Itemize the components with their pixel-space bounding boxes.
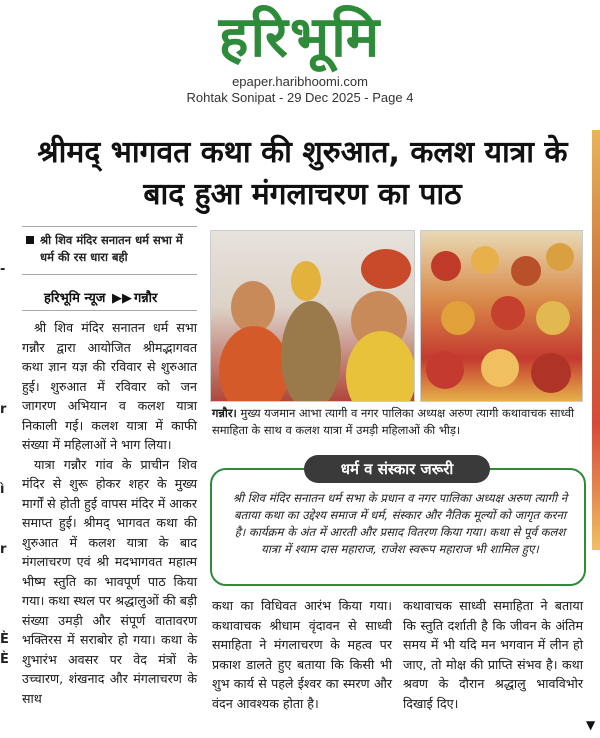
left-neighbour-column: - r ì r È È [0, 262, 9, 667]
byline [44, 288, 157, 306]
article-column-2 [212, 596, 392, 713]
photo-yajman-and-sadhvi [210, 230, 415, 402]
divider [22, 226, 197, 227]
paragraph: यात्रा गन्नौर गांव के प्राचीन शिव मंदिर से शुरू होकर शहर के मुख्य मार्गों से होती हुई वापस मंदिर में आकर समाप्त हुई। श्रीमद् भागवत कथा की शुरुआत में कलश यात्रा के बाद मंगलाचरण एवं श्री मदभागवत महात्म भीष्म स्तुति का भावपूर्ण पाठ किया गया। कथा स्थल पर श्रद्धालुओं की बड़ी संख्या उमड़ी और संपूर्ण वातावरण भक्तिरस में सराबोर हो गया। कथा के शुभारंभ अवसर पर वेद मंत्रों के उच्चारण, शंखनाद और मंगलाचरण के साथ [22, 456, 197, 706]
divider [22, 310, 197, 311]
caption-text: मुख्य यजमान आभा त्यागी व नगर पालिका अध्यक्ष अरुण त्यागी कथावाचक साध्वी समाहिता के साथ व कलश यात्रा में उमड़ी महिलाओं की भीड़। [212, 406, 575, 437]
article-column-3 [403, 596, 583, 713]
epaper-url[interactable]: epaper.haribhoomi.com [232, 74, 368, 89]
article-column-1 [22, 318, 197, 708]
masthead [0, 0, 600, 112]
paragraph: श्री शिव मंदिर सनातन धर्म सभा गन्नौर द्वारा आयोजित श्रीमद्भागवत कथा ज्ञान यज्ञ की रविवार से शुरुआत हुई। शुरुआत में रविवार को जन जागरण अभियान व कलश यात्रा निकाली गई। कलश यात्रा में काफी संख्या में महिलाओं ने भाग लिया। [22, 320, 197, 452]
subhead-text: श्री शिव मंदिर सनातन धर्म सभा में धर्म की रस धारा बही [40, 233, 183, 264]
article-headline: श्रीमद् भागवत कथा की शुरुआत, कलश यात्रा के बाद हुआ मंगलाचरण का पाठ [37, 135, 568, 212]
byline-place: गन्नौर [133, 291, 158, 306]
paragraph: कथा का विधिवत आरंभ किया गया। कथावाचक श्रीधाम वृंदावन से साध्वी समाहिता ने मंगलाचरण के महत्व पर प्रकाश डालते हुए बताया कि किसी भी शुभ कार्य से पहले ईश्वर का स्मरण और वंदन आवश्यक होता है। [212, 598, 392, 711]
right-neighbour-photo [592, 130, 600, 550]
photo-caption [212, 405, 584, 439]
edition-info: Rohtak Sonipat - 29 Dec 2025 - Page 4 [186, 90, 414, 105]
photo-kalash-yatra-crowd [420, 230, 583, 402]
paragraph: कथावाचक साध्वी समाहिता ने बताया कि स्तुति दर्शाती है कि जीवन के अंतिम समय में भी यदि मन भगवान में लीन हो जाए, तो मोक्ष की प्राप्ति संभव है। कथा श्रवण के दौरान श्रद्धालु भावविभोर दिखाई दिए। [403, 598, 583, 711]
sidebar-box-title: धर्म व संस्कार जरूरी [304, 455, 490, 483]
divider [22, 274, 197, 275]
caption-place: गन्नौर। [212, 406, 237, 420]
newspaper-logo: हरिभूमि [218, 5, 382, 70]
double-arrow-icon: ▶▶ [111, 291, 132, 306]
byline-source: हरिभूमि न्यूज [44, 291, 106, 306]
sidebar-box-text: श्री शिव मंदिर सनातन धर्म सभा के प्रधान व नगर पालिका अध्यक्ष अरुण त्यागी ने बताया कथा का उद्देश्य समाज में धर्म, संस्कार और नैतिक मूल्यों को जागृत करना है। कार्यक्रम के अंत में आरती और प्रसाद वितरण किया गया। कथा से पूर्व कलश यात्रा में श्याम दास महाराज, राजेश स्वरूप महाराज भी शामिल हुए। [232, 491, 568, 556]
bullet-icon [26, 236, 34, 244]
continue-arrow-icon: ▼ [586, 718, 596, 732]
